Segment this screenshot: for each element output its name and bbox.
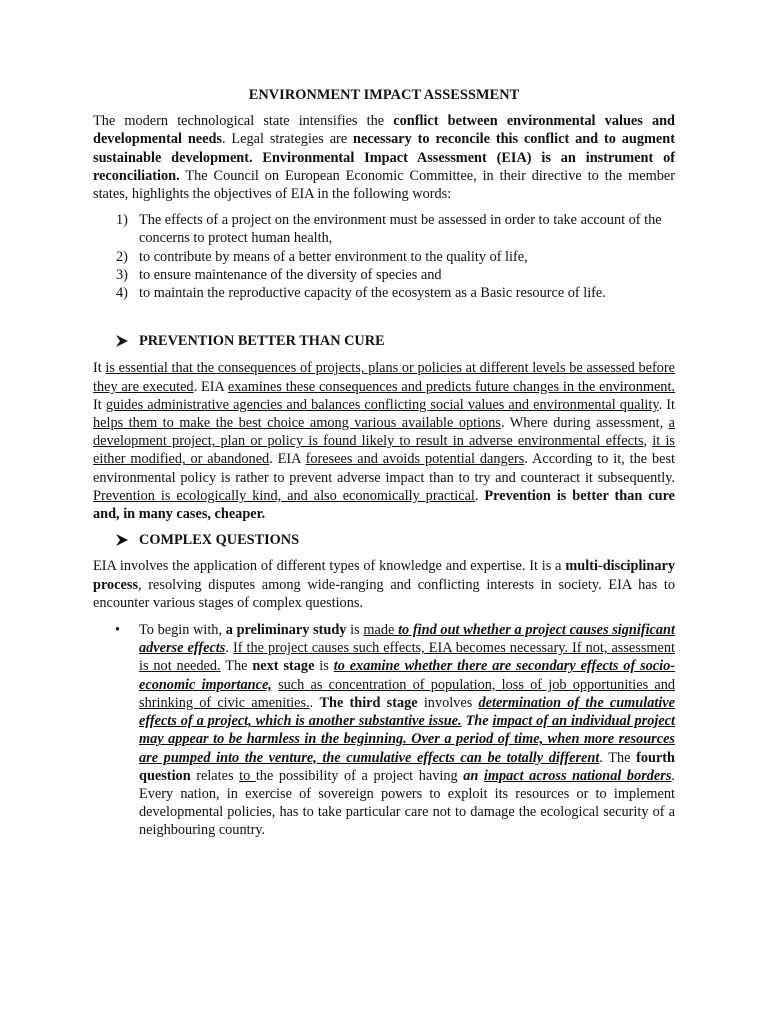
underlined-text: If the project causes such effects, EIA becomes necessary. If not, assessment is not needed. (139, 640, 675, 675)
underlined-text: is essential that the consequences of projects, plans or policies at different levels be assessed before they are executed (93, 360, 675, 395)
body-text: . (309, 694, 320, 711)
section-heading-text: PREVENTION BETTER THAN CURE (139, 333, 385, 350)
body-text: . According to it, the best environmental policy is rather to prevent adverse impact than to try and counteract it subsequently. (93, 451, 675, 486)
bold-text: Prevention is better than cure and, in many cases, cheaper. (93, 487, 675, 523)
arrowhead-bullet-icon (115, 533, 129, 547)
list-item (93, 248, 675, 266)
bold-italic-underlined-text: determination of the cumulative effects of a project, which is another substantive issue. (139, 694, 675, 730)
body-text: . (474, 487, 485, 504)
underlined-text: guides administrative agencies and balances conflicting social values and environmental quality (105, 396, 659, 413)
underlined-text: Prevention is ecologically kind, and also economically practical (93, 487, 475, 504)
body-text: . Where during assessment, (500, 415, 669, 432)
underlined-text: it is either modified, or abandoned (93, 433, 675, 468)
list-item (93, 621, 675, 839)
intro-text: The modern technological state intensifies the (93, 113, 394, 130)
list-item (93, 211, 675, 247)
list-item-text: to maintain the reproductive capacity of the ecosystem as a Basic resource of life. (139, 285, 606, 302)
bold-text: fourth question (139, 749, 675, 784)
list-item (93, 266, 675, 284)
arrowhead-bullet-icon (115, 334, 129, 348)
underlined-text: a development project, plan or policy is found likely to result in adverse environmental effects (93, 415, 675, 450)
bold-text: The third stage (319, 694, 418, 711)
bold-italic-text: an (463, 767, 484, 784)
section-heading-complex (115, 531, 675, 549)
body-text: . (225, 640, 233, 657)
intro-paragraph (93, 112, 675, 203)
underlined-text: made (363, 622, 399, 639)
bold-italic-underlined-text: to find out whether a project causes significant adverse effects (139, 622, 675, 657)
bold-text: next stage (252, 658, 315, 675)
section-heading-text: COMPLEX QUESTIONS (139, 532, 300, 549)
stages-list (93, 621, 675, 839)
list-item-text: to ensure maintenance of the diversity of species and (139, 266, 442, 283)
list-number: 4) (116, 285, 128, 302)
prevention-paragraph (93, 359, 675, 523)
body-text: To begin with, (139, 622, 226, 639)
body-text: relates (190, 767, 240, 784)
underlined-text: to (239, 767, 256, 784)
list-item-text: to contribute by means of a better environment to the quality of life, (139, 248, 528, 265)
intro-bold-reconcile: necessary to reconcile this conflict and to augment sustainable development. Environmental Impact Assessment (EIA) is an instrument of reconciliation. (93, 131, 675, 184)
underlined-text: foresees and avoids potential dangers (305, 451, 525, 468)
complex-paragraph (93, 557, 675, 612)
underlined-text: such as concentration of population, loss of job opportunities and shrinking of civic amenities. (139, 676, 675, 711)
body-text: the possibility of a project having (255, 767, 464, 784)
body-text: The (220, 658, 253, 675)
intro-bold-conflict: conflict between environmental values and developmental needs (93, 113, 676, 148)
underlined-text: helps them to make the best choice among various available options (93, 415, 501, 432)
list-number: 2) (116, 248, 128, 265)
list-number: 3) (116, 266, 128, 283)
body-text: involves (417, 694, 479, 711)
intro-text: . Legal strategies are (221, 131, 354, 148)
body-text: EIA involves the application of different types of knowledge and expertise. It is a (93, 558, 566, 575)
bold-text: multi-disciplinary process (93, 558, 675, 593)
objectives-list (93, 211, 675, 302)
body-text: It (93, 396, 106, 413)
list-item (93, 284, 675, 302)
bold-italic-text: The (465, 713, 493, 730)
underlined-text: examines these consequences and predicts future changes in the environment. (227, 378, 676, 395)
list-item-text: The effects of a project on the environment must be assessed in order to take account of the concerns to protect human health, (139, 212, 662, 247)
list-number: 1) (116, 212, 128, 229)
body-text: , (643, 433, 653, 450)
intro-text: The Council on European Economic Committee, in their directive to the member states, highlights the objectives of EIA in the following words: (93, 167, 675, 203)
document-title: ENVIRONMENT IMPACT ASSESSMENT (248, 87, 520, 103)
bullet-icon: • (115, 622, 121, 639)
bold-italic-underlined-text: to examine whether there are secondary effects of socio-economic importance, (139, 658, 676, 693)
bold-text: a preliminary study (225, 622, 347, 639)
body-text: is (346, 622, 364, 639)
body-text: . The (599, 749, 637, 766)
section-heading-prevention (115, 332, 675, 350)
bold-italic-underlined-text: impact across national borders (483, 767, 672, 784)
body-text: It (93, 360, 106, 377)
body-text: . Every nation, in exercise of sovereign powers to exploit its resources or to implement developmental policies, has to take particular care not to damage the ecological security of a neighbouring country. (139, 767, 675, 839)
body-text: . EIA (269, 451, 306, 468)
body-text: . It (658, 396, 675, 413)
body-text: is (314, 658, 334, 675)
body-text: . EIA (193, 378, 228, 395)
body-text: , resolving disputes among wide-ranging and conflicting interests in society. EIA has to encounter various stages of complex questions. (93, 576, 675, 611)
bold-italic-underlined-text: impact of an individual project may appear to be harmless in the beginning. Over a period of time, when more resources are pumped into the venture, the cumulative effects can be totally different (139, 713, 676, 766)
